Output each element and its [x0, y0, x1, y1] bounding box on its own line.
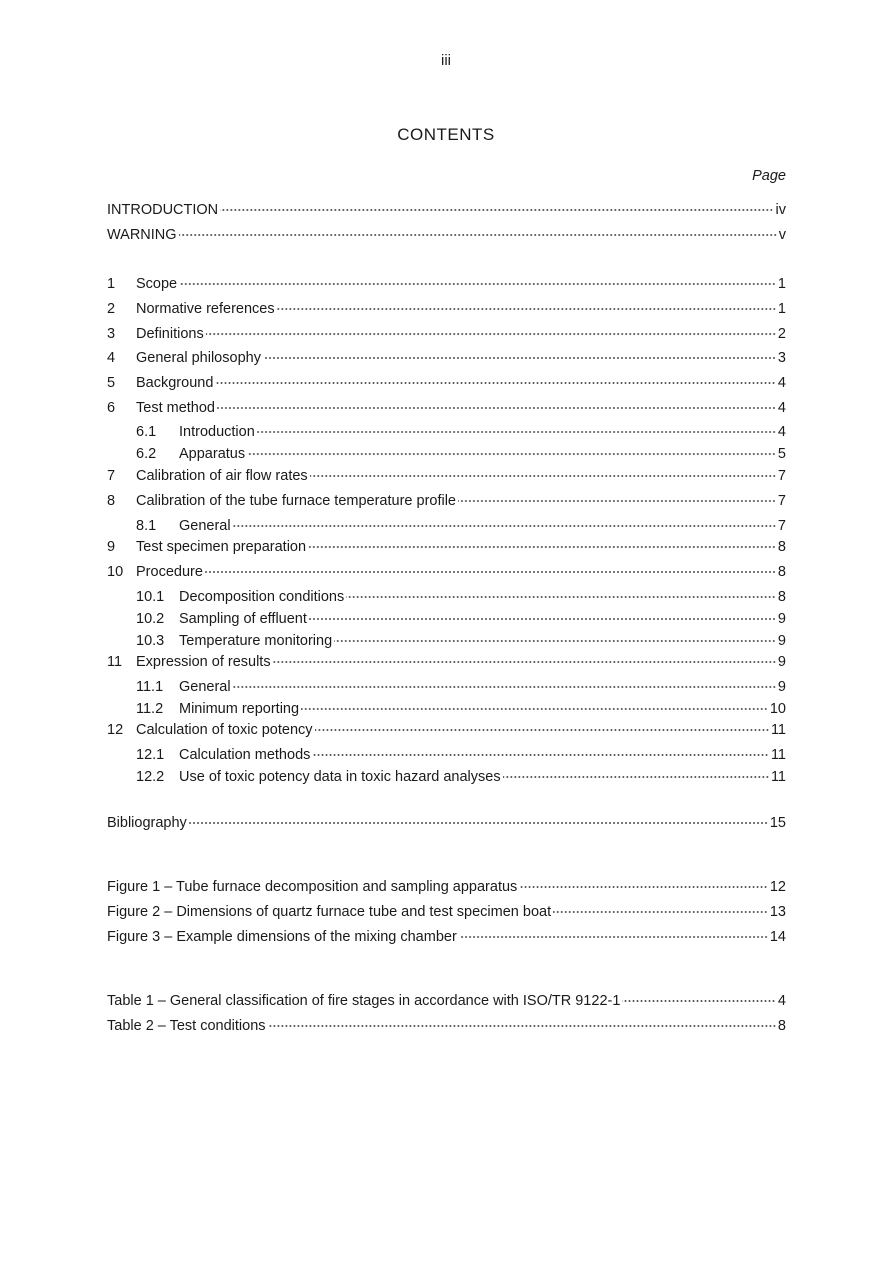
toc-entry-number: 6	[107, 400, 116, 416]
toc-entry-page: 8	[777, 539, 786, 555]
toc-entry-page: 1	[777, 276, 786, 292]
leader-dots	[315, 729, 769, 731]
toc-entry-text: Introduction	[179, 424, 255, 440]
leader-dots	[308, 546, 776, 548]
toc-entry-page: 8	[777, 589, 786, 605]
toc-entry-page: 4	[777, 400, 786, 416]
toc-entry-text: Temperature monitoring	[179, 633, 333, 649]
leader-dots	[263, 357, 776, 359]
toc-entry-page: v	[778, 227, 786, 243]
toc-entry-page: 4	[777, 424, 786, 440]
leader-dots	[458, 500, 776, 502]
toc-entry-figure-3[interactable]	[107, 927, 786, 947]
toc-entry-text: Table 1 – General classification of fire stages in accordance with ISO/TR 9122-1	[107, 993, 621, 1009]
leader-dots	[622, 1000, 776, 1002]
page-number: iii	[441, 52, 451, 69]
page-title: CONTENTS	[397, 125, 495, 144]
toc-entry-table-2[interactable]	[107, 1016, 786, 1036]
toc-entry-procedure[interactable]	[107, 562, 786, 582]
leader-dots	[553, 911, 768, 913]
toc-entry-text: Figure 3 – Example dimensions of the mixing chamber	[107, 929, 457, 945]
toc-entry-page: 8	[777, 564, 786, 580]
toc-subentry-calculation-methods[interactable]	[136, 745, 786, 765]
toc-entry-test-method[interactable]	[107, 398, 786, 418]
toc-entry-page: 9	[777, 611, 786, 627]
toc-entry-page: 13	[769, 904, 786, 920]
toc-entry-number: 10.1	[136, 589, 165, 605]
leader-dots	[257, 431, 776, 433]
toc-entry-text: Test method	[136, 400, 215, 416]
toc-entry-definitions[interactable]	[107, 324, 786, 344]
toc-subentry-introduction[interactable]	[136, 422, 786, 442]
toc-entry-text: Use of toxic potency data in toxic hazard analyses	[179, 769, 501, 785]
toc-entry-text: Normative references	[136, 301, 275, 317]
leader-dots	[217, 407, 776, 409]
leader-dots	[312, 754, 769, 756]
toc-entry-page: 12	[769, 879, 786, 895]
toc-entry-text: Calibration of air flow rates	[136, 468, 308, 484]
leader-dots	[503, 776, 769, 778]
toc-entry-page: iv	[775, 202, 786, 218]
leader-dots	[205, 571, 776, 573]
toc-entry-page: 11	[770, 747, 786, 763]
toc-entry-number: 10.2	[136, 611, 165, 627]
leader-dots	[277, 308, 776, 310]
toc-entry-number: 2	[107, 301, 116, 317]
toc-entry-normative-references[interactable]	[107, 299, 786, 319]
toc-entry-figure-2[interactable]	[107, 902, 786, 922]
toc-entry-number: 12.2	[136, 769, 165, 785]
toc-entry-page: 7	[777, 518, 786, 534]
toc-subentry-toxic-hazard[interactable]	[136, 767, 786, 787]
leader-dots	[206, 333, 776, 335]
toc-entry-page: 11	[770, 722, 786, 738]
toc-entry-page: 2	[777, 326, 786, 342]
leader-dots	[334, 640, 776, 642]
toc-subentry-minimum-reporting[interactable]	[136, 699, 786, 719]
toc-entry-page: 7	[777, 468, 786, 484]
toc-entry-number: 11.1	[136, 679, 164, 695]
toc-subentry-general[interactable]	[136, 677, 786, 697]
toc-entry-toxic-potency[interactable]	[107, 720, 786, 740]
toc-entry-background[interactable]	[107, 373, 786, 393]
toc-entry-text: Decomposition conditions	[179, 589, 345, 605]
toc-entry-number: 11.2	[136, 701, 164, 717]
toc-entry-page: 5	[777, 446, 786, 462]
leader-dots	[310, 475, 776, 477]
toc-entry-number: 12.1	[136, 747, 165, 763]
toc-entry-scope[interactable]	[107, 274, 786, 294]
toc-entry-table-1[interactable]	[107, 991, 786, 1011]
page-column-label: Page	[752, 168, 786, 184]
toc-entry-page: 1	[777, 301, 786, 317]
leader-dots	[519, 886, 768, 888]
toc-entry-number: 11	[107, 654, 123, 670]
toc-entry-number: 8.1	[136, 518, 157, 534]
toc-entry-number: 6.1	[136, 424, 157, 440]
toc-entry-text: General	[179, 518, 231, 534]
toc-entry-introduction[interactable]	[107, 200, 786, 220]
toc-entry-text: General	[179, 679, 231, 695]
leader-dots	[189, 822, 768, 824]
toc-entry-general-philosophy[interactable]	[107, 348, 786, 368]
leader-dots	[233, 686, 776, 688]
toc-entry-text: Figure 2 – Dimensions of quartz furnace tube and test specimen boat	[107, 904, 552, 920]
toc-entry-number: 6.2	[136, 446, 157, 462]
toc-entry-text: Apparatus	[179, 446, 246, 462]
toc-entry-calibration-furnace[interactable]	[107, 491, 786, 511]
toc-subentry-general[interactable]	[136, 516, 786, 536]
toc-entry-page: 9	[777, 679, 786, 695]
toc-entry-specimen-preparation[interactable]	[107, 537, 786, 557]
leader-dots	[179, 283, 776, 285]
toc-entry-number: 1	[107, 276, 116, 292]
toc-subentry-apparatus[interactable]	[136, 444, 786, 464]
toc-entry-number: 12	[107, 722, 124, 738]
toc-entry-text: INTRODUCTION	[107, 202, 219, 218]
leader-dots	[179, 234, 777, 236]
leader-dots	[346, 596, 776, 598]
toc-subentry-temperature[interactable]	[136, 631, 786, 651]
toc-entry-number: 10	[107, 564, 124, 580]
leader-dots	[301, 708, 768, 710]
toc-entry-text: Calculation methods	[179, 747, 311, 763]
leader-dots	[220, 209, 773, 211]
toc-entry-warning[interactable]	[107, 225, 786, 245]
toc-entry-text: Figure 1 – Tube furnace decomposition and sampling apparatus	[107, 879, 518, 895]
toc-entry-page: 9	[777, 633, 786, 649]
toc-entry-number: 3	[107, 326, 116, 342]
toc-entry-number: 7	[107, 468, 116, 484]
toc-entry-bibliography[interactable]	[107, 813, 786, 833]
toc-entry-page: 7	[777, 493, 786, 509]
toc-entry-page: 3	[777, 350, 786, 366]
toc-subentry-decomposition[interactable]	[136, 587, 786, 607]
toc-entry-expression-results[interactable]	[107, 652, 786, 672]
leader-dots	[273, 661, 776, 663]
toc-entry-text: Background	[136, 375, 214, 391]
toc-entry-page: 4	[777, 993, 786, 1009]
toc-entry-text: Minimum reporting	[179, 701, 300, 717]
toc-entry-text: WARNING	[107, 227, 177, 243]
toc-entry-text: Calculation of toxic potency	[136, 722, 313, 738]
toc-entry-number: 8	[107, 493, 116, 509]
toc-entry-calibration-air-flow[interactable]	[107, 466, 786, 486]
leader-dots	[459, 936, 768, 938]
toc-entry-page: 15	[769, 815, 786, 831]
toc-entry-text: Expression of results	[136, 654, 271, 670]
toc-entry-page: 8	[777, 1018, 786, 1034]
toc-entry-text: Sampling of effluent	[179, 611, 307, 627]
toc-entry-page: 14	[769, 929, 786, 945]
toc-entry-page: 11	[770, 769, 786, 785]
leader-dots	[233, 525, 776, 527]
toc-entry-number: 9	[107, 539, 116, 555]
toc-entry-number: 10.3	[136, 633, 165, 649]
toc-entry-text: General philosophy	[136, 350, 261, 366]
toc-entry-page: 9	[777, 654, 786, 670]
toc-subentry-sampling[interactable]	[136, 609, 786, 629]
toc-entry-number: 5	[107, 375, 116, 391]
toc-entry-text: Scope	[136, 276, 178, 292]
toc-entry-text: Bibliography	[107, 815, 187, 831]
leader-dots	[215, 382, 776, 384]
toc-entry-figure-1[interactable]	[107, 877, 786, 897]
toc-entry-text: Table 2 – Test conditions	[107, 1018, 266, 1034]
toc-entry-text: Calibration of the tube furnace temperature profile	[136, 493, 456, 509]
toc-entry-number: 4	[107, 350, 116, 366]
toc-entry-text: Procedure	[136, 564, 203, 580]
leader-dots	[247, 453, 776, 455]
toc-entry-page: 4	[777, 375, 786, 391]
toc-entry-text: Definitions	[136, 326, 204, 342]
leader-dots	[268, 1025, 776, 1027]
leader-dots	[309, 618, 776, 620]
toc-entry-page: 10	[769, 701, 786, 717]
toc-entry-text: Test specimen preparation	[136, 539, 307, 555]
